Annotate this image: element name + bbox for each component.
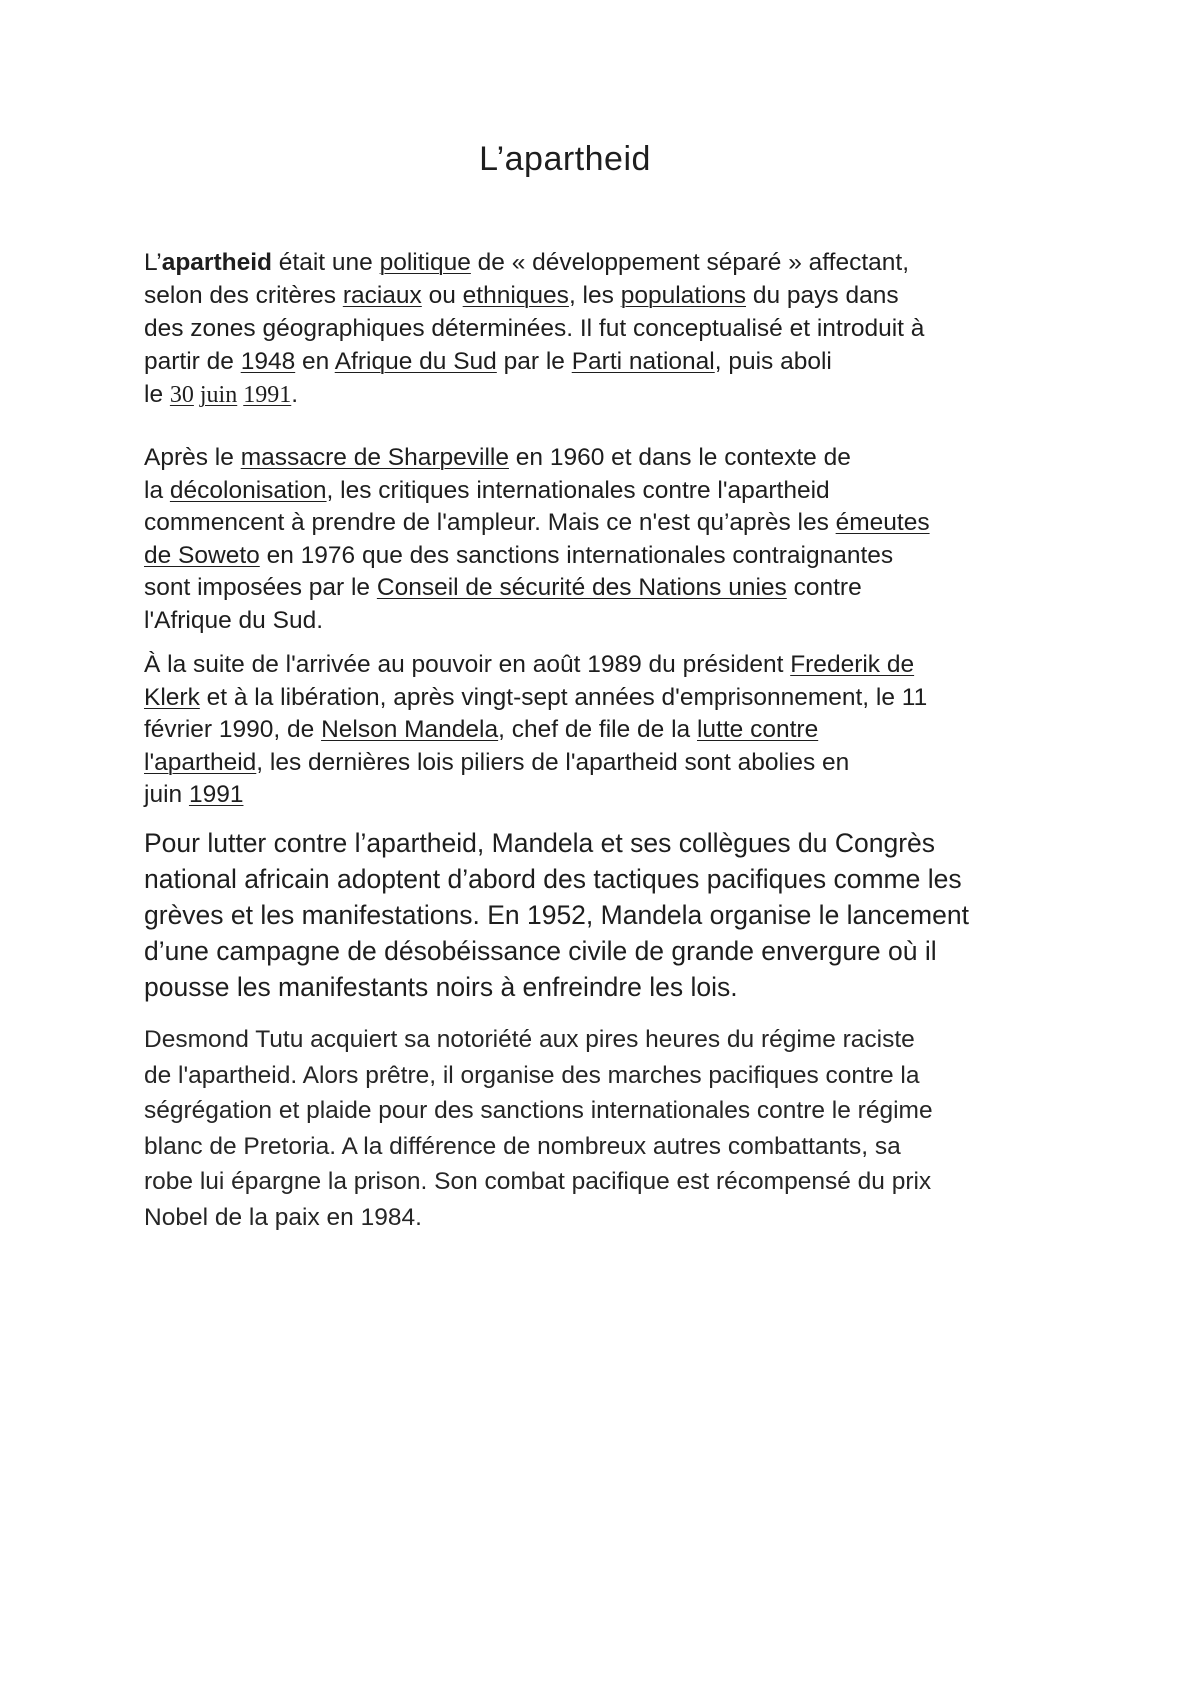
text-line: Nobel de la paix en 1984. xyxy=(144,1203,422,1231)
link-1948[interactable]: 1948 xyxy=(240,348,296,375)
text-line xyxy=(144,507,1079,540)
text-line xyxy=(144,246,1079,279)
link-lutte-contre-apartheid-continued[interactable]: l'apartheid xyxy=(144,748,257,776)
paragraph-abolition xyxy=(144,649,1079,812)
text-run: février 1990, de xyxy=(144,716,322,743)
text-line: de l'apartheid. Alors prêtre, il organise des marches pacifiques contre la xyxy=(144,1061,920,1089)
text-run: en 1976 que des sanctions internationales contraignantes xyxy=(259,541,894,569)
link-ethniques[interactable]: ethniques xyxy=(462,282,569,309)
text-line: robe lui épargne la prison. Son combat pacifique est récompensé du prix xyxy=(144,1168,932,1195)
link-1991[interactable]: 1991 xyxy=(243,382,292,408)
text-line xyxy=(144,475,1079,508)
text-run: de « développement séparé » affectant, xyxy=(470,249,910,276)
text-line: grèves et les manifestations. En 1952, Mandela organise le lancement xyxy=(144,900,969,930)
text-run: juin xyxy=(144,781,189,808)
link-raciaux[interactable]: raciaux xyxy=(342,282,422,309)
text-run: , les dernières lois piliers de l'apartheid sont abolies en xyxy=(256,748,850,776)
text-line: Desmond Tutu acquiert sa notoriété aux pires heures du régime raciste xyxy=(144,1026,915,1053)
link-1991-june[interactable]: 1991 xyxy=(188,781,244,808)
link-lutte-contre-apartheid[interactable]: lutte contre xyxy=(696,716,819,743)
text-line xyxy=(144,572,1079,605)
text-run: À la suite de l'arrivée au pouvoir en août 1989 du président xyxy=(144,651,791,678)
text-run: selon des critères xyxy=(144,282,343,309)
text-run: et à la libération, après vingt-sept années d'emprisonnement, le 11 xyxy=(199,683,928,711)
paragraph-definition xyxy=(144,246,1079,412)
page-title: L’apartheid xyxy=(479,140,651,178)
text-line xyxy=(144,540,1079,573)
text-run: l'Afrique du Sud. xyxy=(144,606,324,634)
text-run: en xyxy=(295,348,335,375)
text-line xyxy=(144,747,1079,780)
link-decolonisation[interactable]: décolonisation xyxy=(169,476,327,504)
text-line xyxy=(144,345,1079,378)
link-frederik-de-klerk[interactable]: Frederik de xyxy=(790,651,915,678)
text-run: le xyxy=(144,381,170,408)
text-line: Pour lutter contre l’apartheid, Mandela et ses collègues du Congrès xyxy=(144,828,936,858)
paragraph-mandela-tactics xyxy=(144,825,1079,1005)
text-run: , les xyxy=(568,282,621,309)
text-run: des zones géographiques déterminées. Il fut conceptualisé et introduit à xyxy=(144,315,925,342)
link-nelson-mandela[interactable]: Nelson Mandela xyxy=(321,716,499,743)
link-emeutes-de-soweto-continued[interactable]: de Soweto xyxy=(144,541,260,569)
text-run: commencent à prendre de l'ampleur. Mais ce n'est qu’après les xyxy=(144,509,836,536)
link-frederik-de-klerk-continued[interactable]: Klerk xyxy=(144,683,200,711)
text-line: national africain adoptent d’abord des tactiques pacifiques comme les xyxy=(144,864,962,894)
link-30[interactable]: 30 xyxy=(169,382,194,408)
text-run: , puis aboli xyxy=(714,348,832,375)
text-run: contre xyxy=(786,574,862,601)
text-line xyxy=(144,682,1079,715)
text-line: pousse les manifestants noirs à enfreindre les lois. xyxy=(144,972,738,1002)
text-run: était une xyxy=(272,249,380,276)
paragraph-sanctions xyxy=(144,442,1079,637)
text-line: blanc de Pretoria. A la différence de nombreux autres combattants, sa xyxy=(144,1132,901,1160)
link-parti-national[interactable]: Parti national xyxy=(571,348,715,375)
link-afrique-du-sud[interactable]: Afrique du Sud xyxy=(334,348,497,375)
text-line xyxy=(144,714,1079,747)
text-line: d’une campagne de désobéissance civile de grande envergure où il xyxy=(144,936,937,966)
text-run: ou xyxy=(421,282,463,309)
paragraph-desmond-tutu xyxy=(144,1022,1079,1235)
text-line xyxy=(144,442,1079,475)
link-politique[interactable]: politique xyxy=(379,249,471,276)
text-run: . xyxy=(291,381,299,408)
text-run: la xyxy=(144,476,170,504)
text-run: par le xyxy=(496,348,572,375)
text-line: ségrégation et plaide pour des sanctions internationales contre le régime xyxy=(144,1097,933,1124)
text-run: sont imposées par le xyxy=(144,574,377,601)
text-line xyxy=(144,279,1079,312)
link-massacre-de-sharpeville[interactable]: massacre de Sharpeville xyxy=(240,444,509,471)
text-run: partir de xyxy=(144,348,241,375)
bold-term: apartheid xyxy=(161,249,272,276)
text-run: , chef de file de la xyxy=(498,716,697,743)
link-conseil-de-securite[interactable]: Conseil de sécurité des Nations unies xyxy=(376,574,787,601)
text-line xyxy=(144,378,1079,412)
link-juin[interactable]: juin xyxy=(199,382,238,408)
text-line xyxy=(144,605,1079,638)
text-line xyxy=(144,779,1079,812)
text-run: en 1960 et dans le contexte de xyxy=(508,444,851,471)
link-populations[interactable]: populations xyxy=(620,282,747,309)
text-line xyxy=(144,649,1079,682)
text-run: du pays dans xyxy=(746,282,899,309)
text-run: L’ xyxy=(144,249,162,276)
link-emeutes-de-soweto[interactable]: émeutes xyxy=(835,509,930,536)
text-line xyxy=(144,312,1079,345)
text-run: Après le xyxy=(144,444,241,471)
text-run: , les critiques internationales contre l'apartheid xyxy=(326,476,830,504)
